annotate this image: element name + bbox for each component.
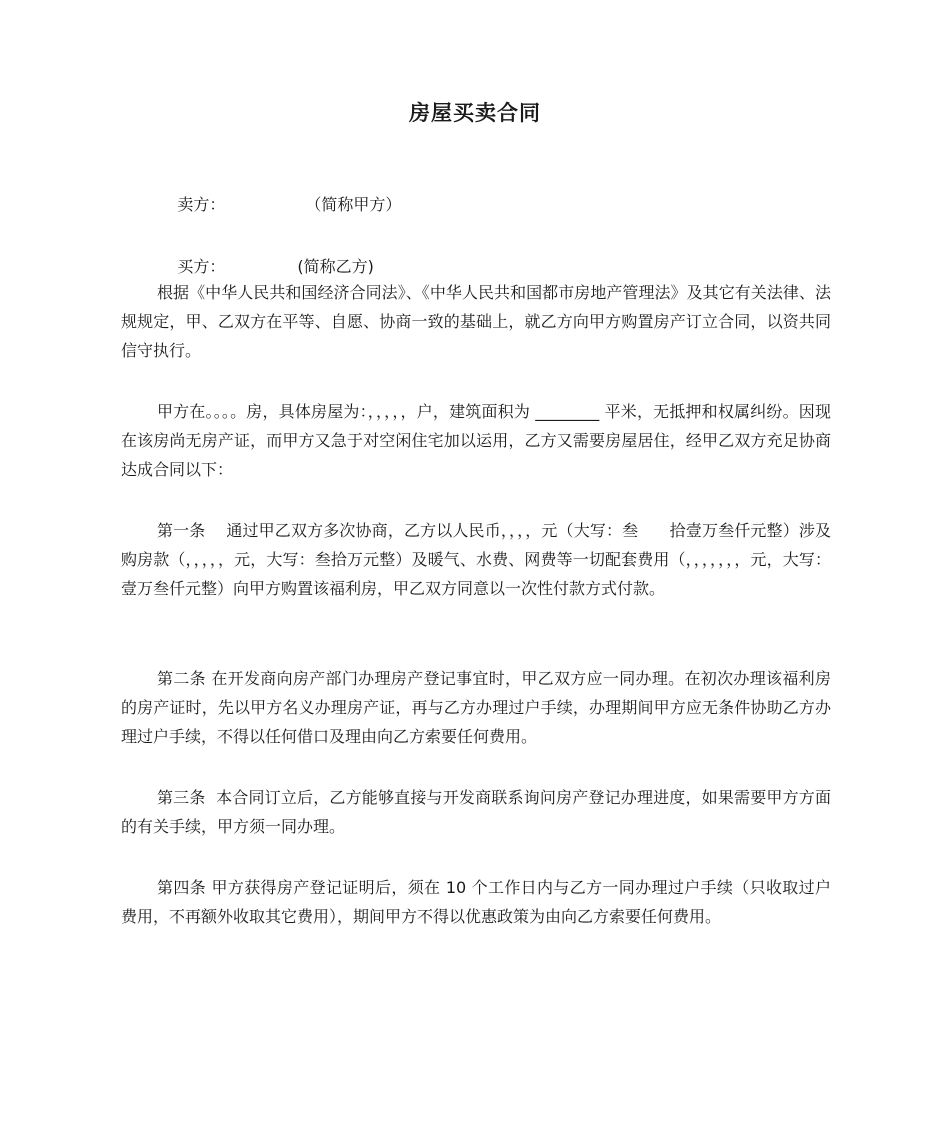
article-2-paragraph: 第二条 在开发商向房产部门办理房产登记事宜时，甲乙双方应一同办理。在初次办理该福利房的房产证时，先以甲方名义办理房产证，再与乙方办理过户手续，办理期间甲方应无条件协助乙方办理过户手续，不得以任何借口及理由向乙方索要任何费用。 <box>121 669 831 746</box>
article-3-paragraph: 第三条 本合同订立后，乙方能够直接与开发商联系询问房产登记办理进度，如果需要甲方方面的有关手续，甲方须一同办理。 <box>121 788 831 836</box>
preamble-paragraph: 根据《中华人民共和国经济合同法》、《中华人民共和国都市房地产管理法》及其它有关法律、法规规定，甲、乙双方在平等、自愿、协商一致的基础上，就乙方向甲方购置房产订立合同，以资共同信守执行。 <box>121 283 831 360</box>
document-title: 房屋买卖合同 <box>409 101 541 125</box>
buyer-label: 买方： <box>177 257 226 276</box>
seller-note: （简称甲方） <box>305 195 402 214</box>
buyer-note: (简称乙方) <box>297 257 374 276</box>
seller-label: 卖方： <box>177 195 226 214</box>
article-1-paragraph: 第一条 通过甲乙双方多次协商，乙方以人民币，，，，元（大写：叁 拾壹万叁仟元整）涉及购房款（，，，，，元，大写：叁拾万元整）及暖气、水费、网费等一切配套费用（，，，，，，，元，大写：壹万叁仟元整）向甲方购置该福利房，甲乙双方同意以一次性付款方式付款。 <box>121 521 831 598</box>
property-paragraph: 甲方在。。。。房，具体房屋为：，，，，，户，建筑面积为 ________ 平米，无抵押和权属纠纷。因现在该房尚无房产证，而甲方又急于对空闲住宅加以运用，乙方又需要房屋居住，经甲乙双方充足协商达成合同以下： <box>121 402 831 479</box>
article-4-paragraph: 第四条 甲方获得房产登记证明后，须在 10 个工作日内与乙方一同办理过户手续（只收取过户费用，不再额外收取其它费用），期间甲方不得以优惠政策为由向乙方索要任何费用。 <box>121 878 831 926</box>
